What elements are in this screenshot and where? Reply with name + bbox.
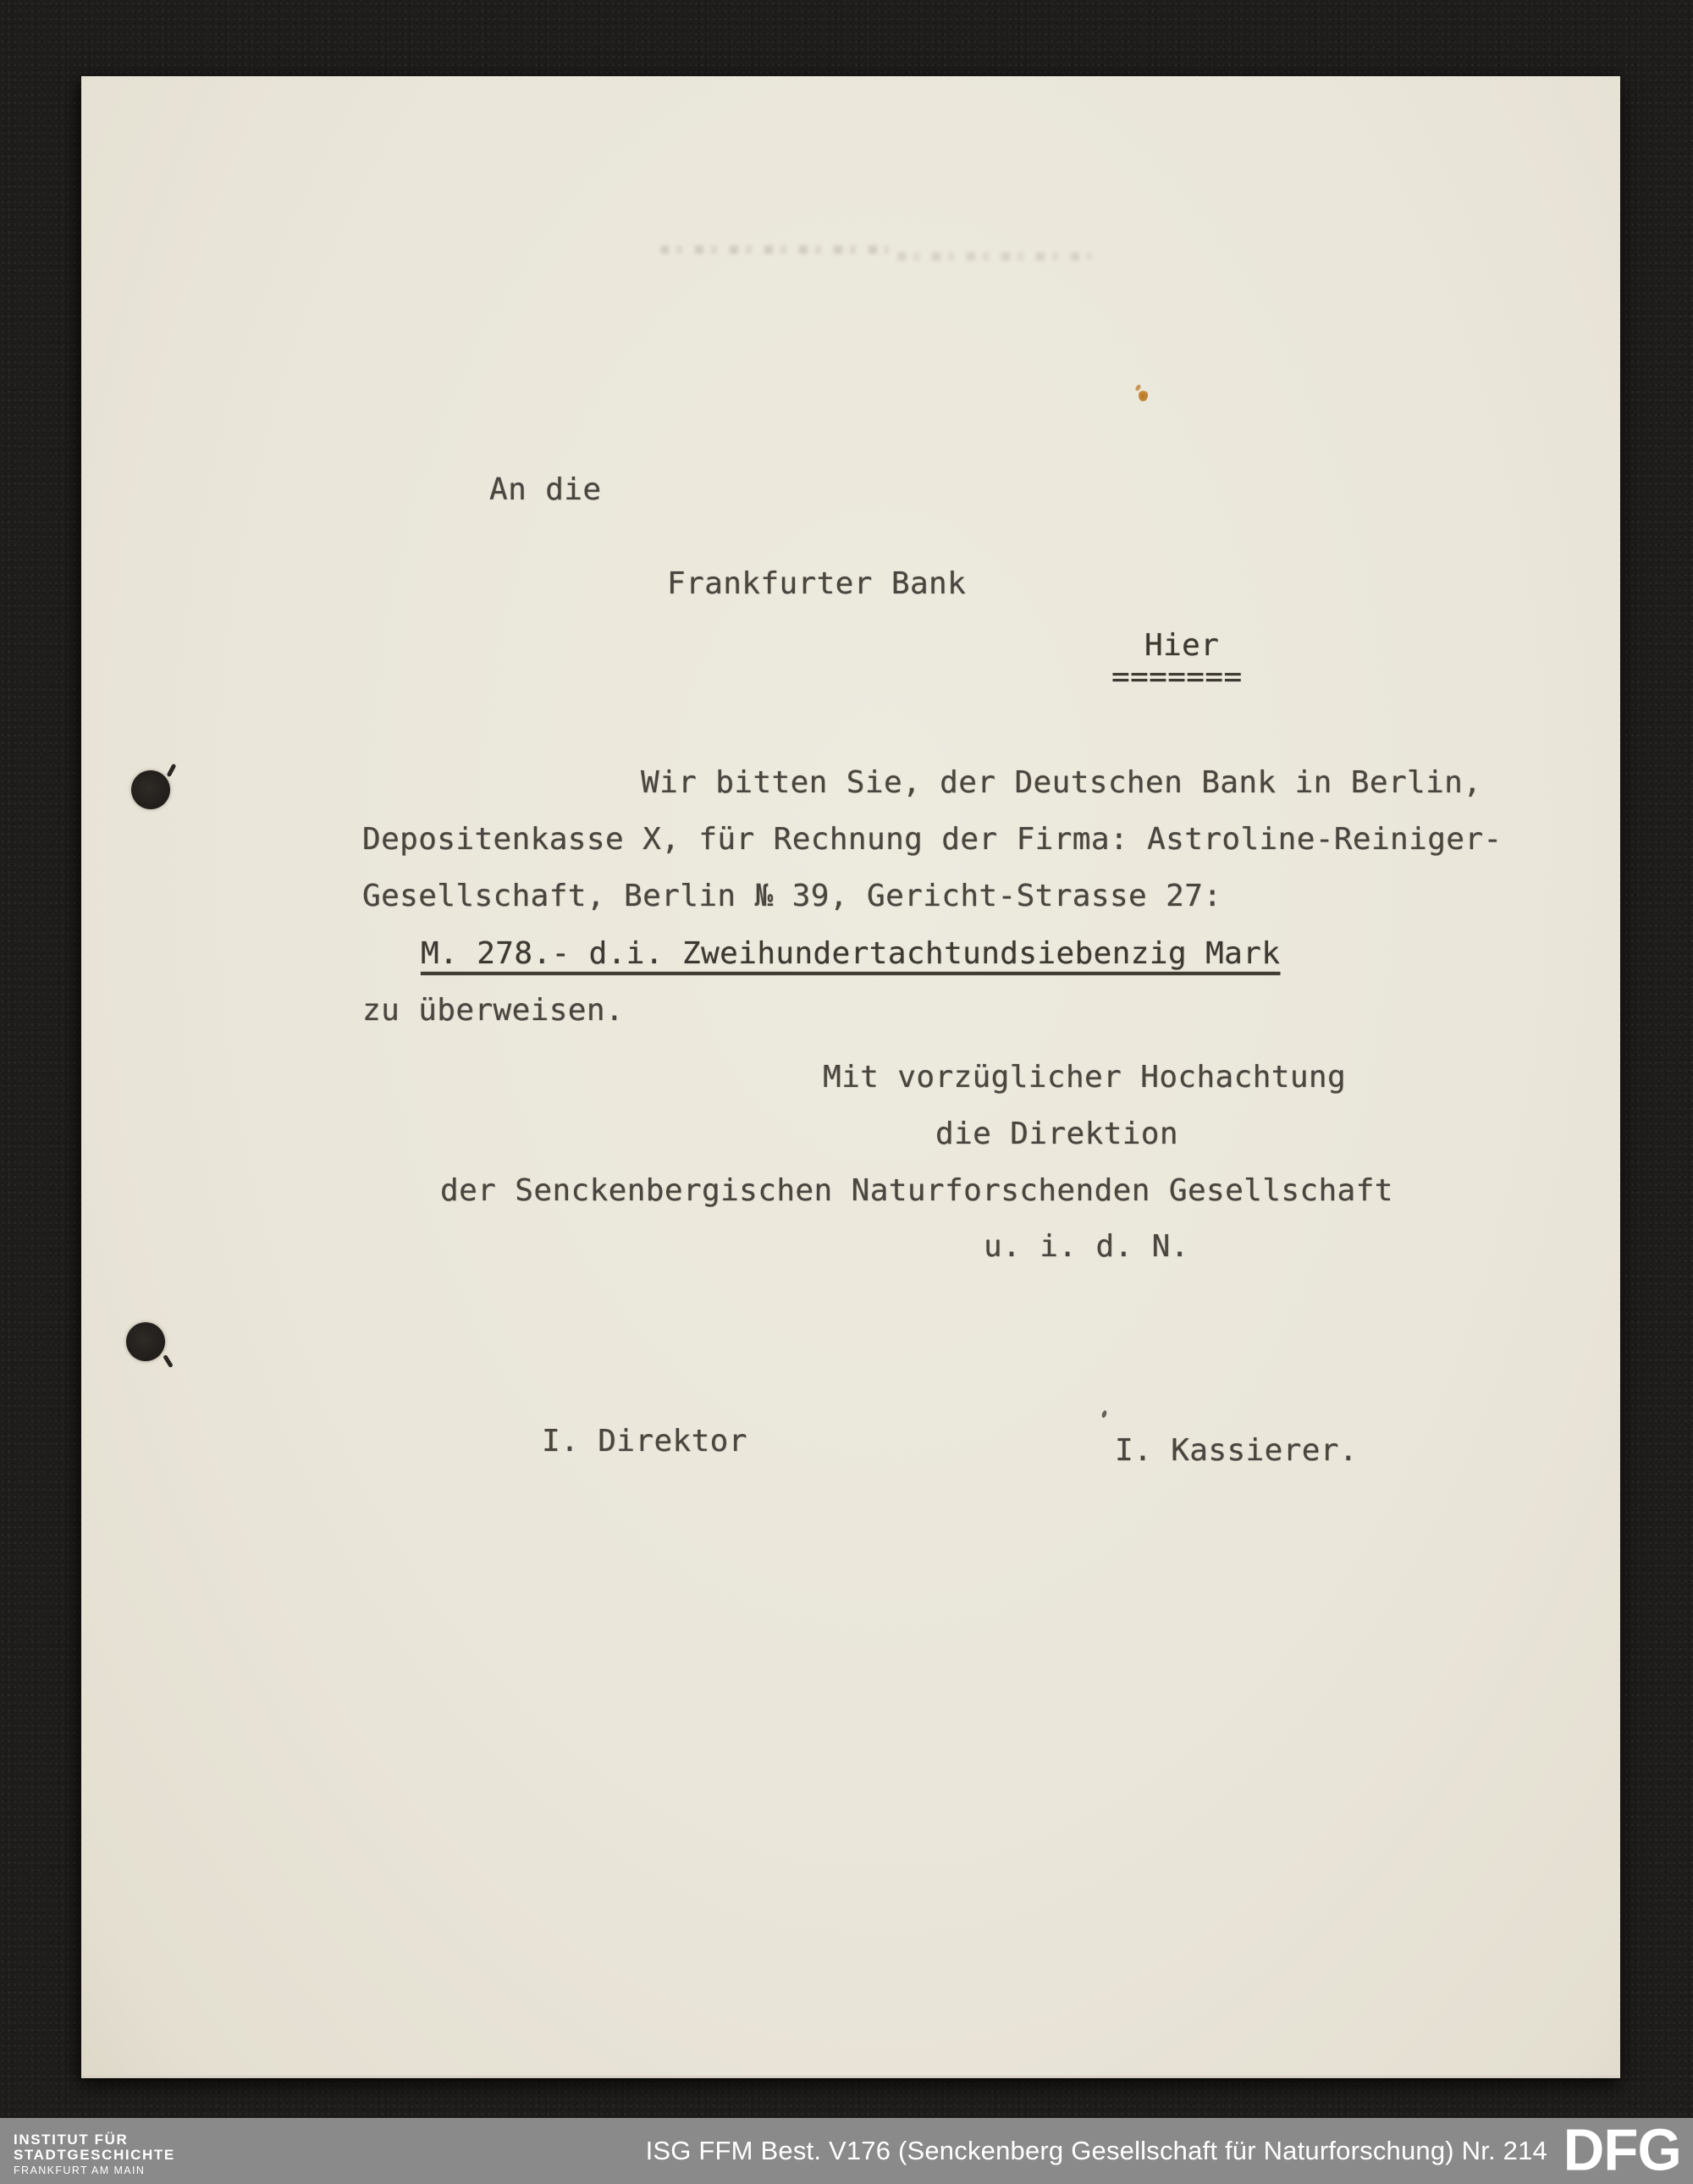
signature-title-right: I. Kassierer. (1115, 1433, 1358, 1468)
recipient-name: Frankfurter Bank (667, 566, 967, 601)
faint-ink-smudge (897, 252, 1092, 261)
amount-line: M. 278.- d.i. Zweihundertachtundsiebenzig Mark (421, 936, 1281, 971)
ink-speck (1101, 1409, 1108, 1418)
dfg-logo: DFG (1563, 2116, 1681, 2183)
paper-stain (1139, 389, 1148, 401)
body-line: zu überweisen. (362, 993, 625, 1028)
document-page (81, 76, 1620, 2078)
archive-footer-bar (0, 2118, 1693, 2184)
body-line: Depositenkasse X, für Rechnung der Firma: Astroline-Reiniger- (362, 822, 1503, 857)
punch-hole-top (131, 770, 170, 809)
body-line: Wir bitten Sie, der Deutschen Bank in Berlin, (641, 765, 1482, 800)
closing-line: u. i. d. N. (984, 1229, 1189, 1264)
signature-title-left: I. Direktor (542, 1424, 747, 1459)
body-line: Gesellschaft, Berlin № 39, Gericht-Strasse 27: (362, 879, 1222, 913)
institute-logo-line1: INSTITUT FÜR (14, 2132, 129, 2148)
closing-line: Mit vorzüglicher Hochachtung (823, 1060, 1347, 1095)
faint-ink-smudge (660, 245, 889, 254)
place-line: Hier (1144, 628, 1220, 663)
recipient-intro: An die (489, 472, 602, 507)
place-underline-rule: ======= (1111, 659, 1243, 694)
closing-line: der Senckenbergischen Naturforschenden Gesellschaft (440, 1173, 1393, 1208)
closing-line: die Direktion (935, 1117, 1178, 1151)
archive-reference: ISG FFM Best. V176 (Senckenberg Gesellschaft für Naturforschung) Nr. 214 (645, 2136, 1547, 2165)
punch-hole-bottom (126, 1322, 165, 1361)
institute-logo-line2: STADTGESCHICHTE (14, 2147, 175, 2164)
institute-logo (14, 2132, 175, 2176)
institute-logo-line3: FRANKFURT AM MAIN (14, 2165, 146, 2177)
